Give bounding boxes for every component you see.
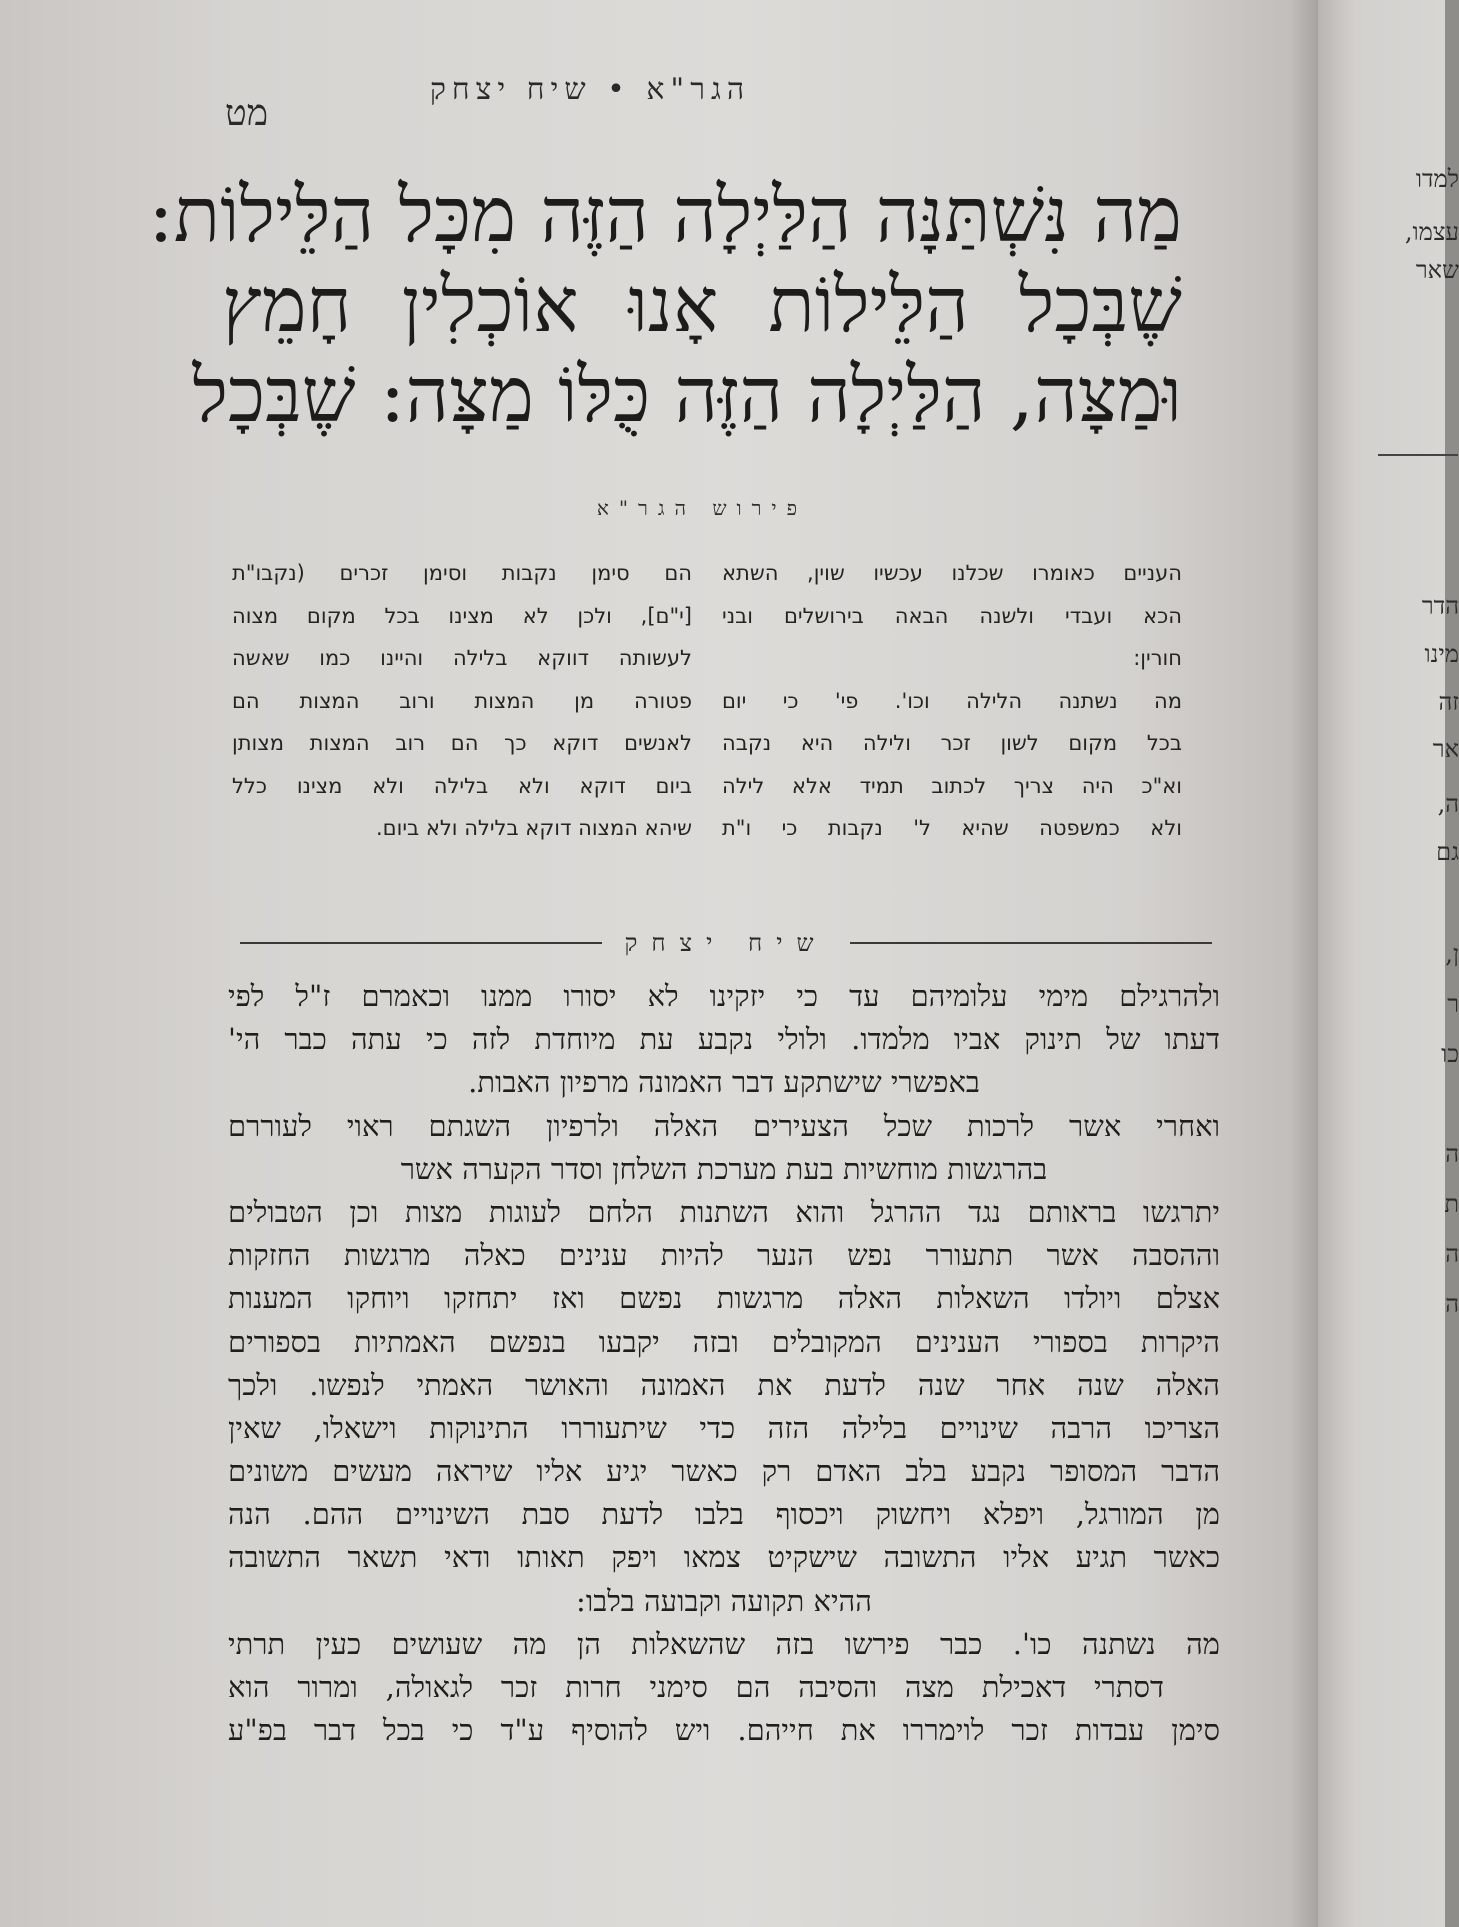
body-line: יתרגשו בראותם נגד ההרגל והוא השתנות הלחם לעוגות מצות וכן הטבולים	[228, 1194, 1220, 1229]
adjacent-page-fragment: ן,	[1445, 940, 1459, 968]
adjacent-page-fragment: אר	[1432, 735, 1459, 763]
commentary-line: ולא כמשפטה שהיא ל' נקבות כי ו"ת	[722, 816, 1182, 840]
adjacent-page-fragment: מינו	[1424, 640, 1459, 668]
adjacent-page-rule	[1378, 454, 1458, 456]
adjacent-page	[1318, 0, 1459, 1927]
commentary-line: לעשותה דווקא בלילה והיינו כמו שאשה	[232, 646, 692, 670]
adjacent-page-fragment: כו	[1441, 1040, 1459, 1068]
haggadah-main-text	[148, 170, 1182, 440]
commentary-line: חורין:	[1133, 646, 1182, 670]
section-divider	[240, 928, 1212, 958]
body-line: וההסבה אשר תתעורר נפש הנער להיות ענינים כאלה מרגשות החזקות	[228, 1238, 1220, 1273]
body-line: היקרות בספורי הענינים המקובלים ובזה יקבעו בנפשם האמתיות בספורים	[228, 1324, 1220, 1359]
adjacent-page-fragment: שאר	[1415, 256, 1459, 284]
adjacent-page-fragment: גם	[1436, 838, 1459, 866]
section-title: שיח יצחק	[624, 928, 828, 957]
adjacent-page-fragment: ה,	[1437, 790, 1459, 818]
adjacent-page-fragment: ה	[1445, 1240, 1459, 1268]
commentary-line: [י"ם], ולכן לא מצינו בכל מקום מצוה	[232, 603, 692, 628]
commentary-line: לאנשים דוקא כך הם רוב המצות מצותן	[232, 731, 692, 755]
main-text-line: שֶׁבְּכָל הַלֵּילוֹת אָנוּ אוֹכְלִין חָמֵץ	[222, 260, 1182, 349]
body-line: מה נשתנה כו'. כבר פירשו בזה שהשאלות הן מה שעושים כעין תרתי	[228, 1626, 1220, 1661]
body-line: באפשרי שישתקע דבר האמונה מרפיון האבות.	[468, 1065, 980, 1100]
commentary-columns	[232, 552, 1182, 850]
commentary-line: פטורה מן המצות ורוב המצות הם	[232, 688, 692, 713]
commentary-line: שיהא המצוה דוקא בלילה ולא ביום.	[375, 816, 692, 840]
commentary-title: פירוש הגר"א	[596, 496, 808, 520]
adjacent-page-fragment: ר	[1447, 990, 1459, 1018]
commentary-line: ביום דוקא ולא בלילה ולא מצינו כלל	[232, 773, 692, 798]
body-line: כאשר תגיע אליו התשובה שישקיט צמאו ויפק תאותו ודאי תשאר התשובה	[228, 1540, 1220, 1575]
main-text-line: מַה נִּשְׁתַּנָּה הַלַּיְלָה הַזֶּה מִכָּל הַלֵּילוֹת:	[148, 170, 1182, 259]
commentary-line: מה נשתנה הלילה וכו'. פי' כי יום	[722, 688, 1182, 713]
main-text-line: וּמַצָּה, הַלַּיְלָה הַזֶּה כֻּלּוֹ מַצָּה: שֶׁבְּכָל	[192, 350, 1182, 439]
adjacent-page-fragment: עצמו,	[1404, 218, 1459, 246]
divider-rule	[850, 942, 1212, 944]
adjacent-page-fragment: זה	[1438, 688, 1459, 716]
body-line: אצלם ויולדו השאלות האלה מרגשות נפשם ואז יתחזקו ויוחקו המענות	[228, 1281, 1220, 1316]
body-line: ולהרגילם מימי עלומיהם עד כי יזקינו לא יסורו ממנו וכאמרם ז"ל לפי	[228, 979, 1220, 1013]
commentary-line: הכא ועבדי ולשנה הבאה בירושלים ובני	[722, 603, 1182, 628]
body-line: דעתו של תינוק אביו מלמדו. ולולי נקבע עת מיוחדת לזה כי עתה כבר הי'	[228, 1022, 1220, 1057]
body-line: ההיא תקועה וקבועה בלבו:	[576, 1583, 872, 1618]
commentary-left-column	[232, 552, 692, 850]
adjacent-page-fragment: הדר	[1421, 592, 1459, 620]
body-line: בהרגשות מוחשיות בעת מערכת השלחן וסדר הקערה אשר	[400, 1151, 1048, 1186]
page-number: מט	[225, 93, 269, 134]
body-line: האלה שנה אחר שנה לדעת את האמונה והאושר האמתי לנפשו. ולכך	[228, 1367, 1220, 1402]
body-line: מן המורגל, ויפלא ויחשוק ויכסוף בלבו לדעת סבת השינויים ההם. הנה	[228, 1497, 1220, 1532]
divider-rule	[240, 942, 602, 944]
running-head: הגר"א • שיח יצחק	[429, 72, 751, 107]
commentary-line: וא"כ היה צריך לכתוב תמיד אלא לילה	[722, 773, 1182, 798]
body-line: הדבר המסופר נקבע בלב האדם רק כאשר יגיע אליו שיראה מעשים משונים	[228, 1454, 1220, 1489]
body-line: הצריכו הרבה שינויים בלילה הזה כדי שיתעוררו התינוקות וישאלו, שאין	[228, 1410, 1220, 1445]
adjacent-page-fragment: ת	[1444, 1190, 1459, 1218]
adjacent-page-fragment: ה	[1445, 1140, 1459, 1168]
body-line: סימן עבדות זכר לוימררו את חייהם. ויש להוסיף ע"ד כי בכל דבר בפ"ע	[228, 1713, 1220, 1748]
body-line: ואחרי אשר לרכות שכל הצעירים האלה ולרפיון השגתם ראוי לעוררם	[228, 1108, 1220, 1143]
commentary-line: בכל מקום לשון זכר ולילה היא נקבה	[722, 731, 1182, 755]
commentary-line: הם סימן נקבות וסימן זכרים (נקבו"ת	[232, 561, 692, 585]
body-line: דסתרי דאכילת מצה והסיבה הם סימני חרות זכר לגאולה, ומרור הוא	[228, 1670, 1164, 1704]
adjacent-page-fragment: למדו	[1415, 165, 1459, 193]
siach-yitzchak-text	[228, 975, 1220, 1752]
commentary-right-column	[722, 552, 1182, 850]
adjacent-page-fragment: ה	[1445, 1290, 1459, 1318]
commentary-line: העניים כאומרו שכלנו עכשיו שוין, השתא	[722, 561, 1182, 585]
